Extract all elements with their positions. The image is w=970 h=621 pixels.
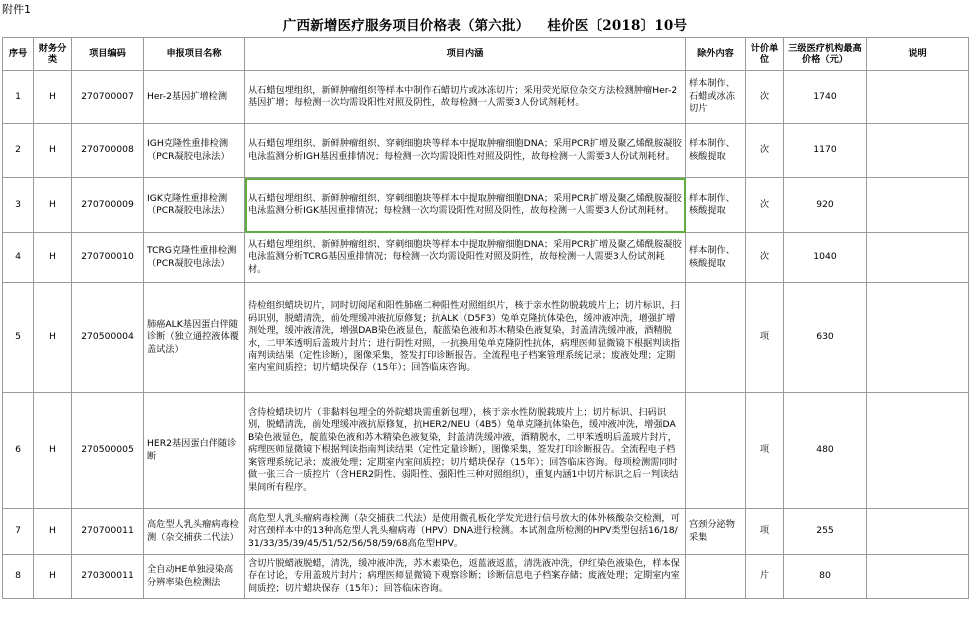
cell-name[interactable]: Her-2基因扩增检测 bbox=[144, 71, 245, 124]
header-exclude[interactable]: 除外内容 bbox=[686, 38, 746, 71]
cell-note[interactable] bbox=[867, 233, 969, 283]
cell-unit[interactable]: 项 bbox=[746, 393, 784, 509]
cell-seq[interactable]: 3 bbox=[3, 178, 34, 233]
cell-price[interactable]: 480 bbox=[784, 393, 867, 509]
cell-code[interactable]: 270500004 bbox=[72, 283, 144, 393]
cell-unit[interactable]: 次 bbox=[746, 178, 784, 233]
cell-code[interactable]: 270300011 bbox=[72, 555, 144, 599]
cell-note[interactable] bbox=[867, 124, 969, 178]
cell-exclude[interactable]: 宫颈分泌物采集 bbox=[686, 509, 746, 555]
table-row bbox=[3, 283, 969, 393]
cell-name[interactable]: 全自动HE单独浸染高分辨率染色检测法 bbox=[144, 555, 245, 599]
cell-content[interactable]: 从石蜡包埋组织、新鲜肿瘤组织、穿刺细胞块等样本中提取肿瘤细胞DNA；采用PCR扩增及聚乙烯酰胺凝胶电泳监测分析IGH基因重排情况；每检测一次均需设阳性对照及阴性，故每检测一人需要3人份试剂耗材。 bbox=[245, 124, 686, 178]
cell-finance[interactable]: H bbox=[34, 233, 72, 283]
table-row bbox=[3, 178, 969, 233]
cell-seq[interactable]: 8 bbox=[3, 555, 34, 599]
cell-seq[interactable]: 2 bbox=[3, 124, 34, 178]
table-row bbox=[3, 393, 969, 509]
cell-name[interactable]: 肺癌ALK基因蛋白伴随诊断（独立通控液体覆盖试法） bbox=[144, 283, 245, 393]
cell-note[interactable] bbox=[867, 283, 969, 393]
cell-exclude[interactable]: 样本制作、核酸提取 bbox=[686, 124, 746, 178]
table-row bbox=[3, 233, 969, 283]
header-price[interactable]: 三级医疗机构最高价格（元） bbox=[784, 38, 867, 71]
cell-seq[interactable]: 6 bbox=[3, 393, 34, 509]
price-table bbox=[2, 37, 969, 599]
cell-note[interactable] bbox=[867, 393, 969, 509]
cell-price[interactable]: 920 bbox=[784, 178, 867, 233]
cell-price[interactable]: 1040 bbox=[784, 233, 867, 283]
cell-name[interactable]: HER2基因蛋白伴随诊断 bbox=[144, 393, 245, 509]
cell-price[interactable]: 80 bbox=[784, 555, 867, 599]
cell-price[interactable]: 1740 bbox=[784, 71, 867, 124]
doc-number: 桂价医〔2018〕10号 bbox=[547, 18, 688, 34]
table-row bbox=[3, 71, 969, 124]
cell-seq[interactable]: 7 bbox=[3, 509, 34, 555]
cell-name[interactable]: TCRG克隆性重排检测（PCR凝胶电泳法） bbox=[144, 233, 245, 283]
cell-content[interactable]: 从石蜡包埋组织、新鲜肿瘤组织、穿刺细胞块等样本中提取肿瘤细胞DNA；采用PCR扩增及聚乙烯酰胺凝胶电泳监测分析IGK基因重排情况；每检测一次均需设阳性对照及阴性，故每检测一人需要3人份试剂耗材。 bbox=[245, 178, 686, 233]
header-unit[interactable]: 计价单位 bbox=[746, 38, 784, 71]
cell-name[interactable]: 高危型人乳头瘤病毒检测（杂交捕获二代法） bbox=[144, 509, 245, 555]
cell-finance[interactable]: H bbox=[34, 555, 72, 599]
cell-exclude[interactable]: 样本制作、石蜡或冰冻切片 bbox=[686, 71, 746, 124]
cell-content[interactable]: 含切片脱蜡液脱蜡，清洗，缓冲液冲洗，苏木素染色，返蓝液返蓝，清洗液冲洗，伊红染色液染色，样本保存在讨论，专用盖玻片封片；病理医师显微镜下观察诊断；诊断信息电子档案存储；废液处理；定期室内室间质控；切片蜡块保存（15年）；回答临床咨询。 bbox=[245, 555, 686, 599]
cell-note[interactable] bbox=[867, 71, 969, 124]
cell-finance[interactable]: H bbox=[34, 71, 72, 124]
table-row bbox=[3, 555, 969, 599]
header-content[interactable]: 项目内涵 bbox=[245, 38, 686, 71]
cell-code[interactable]: 270700009 bbox=[72, 178, 144, 233]
cell-price[interactable]: 630 bbox=[784, 283, 867, 393]
table-row bbox=[3, 509, 969, 555]
cell-finance[interactable]: H bbox=[34, 178, 72, 233]
cell-content[interactable]: 高危型人乳头瘤病毒检测（杂交捕获二代法）是使用微孔板化学发光进行信号放大的体外核酸杂交检测，可对宫颈样本中的13种高危型人乳头瘤病毒（HPV）DNA进行检测。本试剂盒所检测的HPV类型包括16/18/31/33/35/39/45/51/52/56/58/59/68高危型HPV。 bbox=[245, 509, 686, 555]
cell-content[interactable]: 待检组织蜡块切片，同时切阅尾和阳性肺癌二种阳性对照组织片，核于亲水性防脱载玻片上；切片标识、扫码识别，脱蜡清洗，前处理缓冲液抗原修复；抗ALK（D5F3）兔单克隆抗体染色，缓冲液冲洗，增强扩增剂处理，缓冲液清洗，增强DAB染色液显色，靛蓝染色液和苏木精染色液复染，封盖清洗缓冲液，酒精脱水，二甲苯透明后盖玻片封片；进行阴性对照，一抗换用兔单克隆阴性抗体，病理医师显微镜下根据判读指南判读结果（定性诊断），图像采集，签发打印诊断报告。全流程电子档案管理系统记录；废液处理；定期室内室间质控；切片蜡块保存（15年）；回答临床咨询。 bbox=[245, 283, 686, 393]
cell-exclude[interactable]: 样本制作、核酸提取 bbox=[686, 178, 746, 233]
header-code[interactable]: 项目编码 bbox=[72, 38, 144, 71]
header-finance[interactable]: 财务分类 bbox=[34, 38, 72, 71]
watermark: 价 bbox=[435, 297, 473, 338]
cell-seq[interactable]: 4 bbox=[3, 233, 34, 283]
attachment-label: 附件1 bbox=[2, 3, 31, 16]
cell-unit[interactable]: 次 bbox=[746, 71, 784, 124]
cell-note[interactable] bbox=[867, 509, 969, 555]
cell-unit[interactable]: 项 bbox=[746, 509, 784, 555]
cell-note[interactable] bbox=[867, 555, 969, 599]
cell-code[interactable]: 270700011 bbox=[72, 509, 144, 555]
cell-content[interactable]: 从石蜡包埋组织，新鲜肿瘤组织等样本中制作石蜡切片或冰冻切片；采用荧光原位杂交方法检测肿瘤Her-2基因扩增；每检测一次均需设阳性对照及阴性，故每检测一人需要3人份试剂耗材。 bbox=[245, 71, 686, 124]
cell-name[interactable]: IGH克隆性重排检测（PCR凝胶电泳法） bbox=[144, 124, 245, 178]
cell-exclude[interactable] bbox=[686, 283, 746, 393]
header-seq[interactable]: 序号 bbox=[3, 38, 34, 71]
page-title bbox=[0, 14, 970, 34]
cell-seq[interactable]: 1 bbox=[3, 71, 34, 124]
cell-unit[interactable]: 次 bbox=[746, 124, 784, 178]
cell-price[interactable]: 1170 bbox=[784, 124, 867, 178]
cell-unit[interactable]: 片 bbox=[746, 555, 784, 599]
cell-price[interactable]: 255 bbox=[784, 509, 867, 555]
cell-unit[interactable]: 次 bbox=[746, 233, 784, 283]
header-row bbox=[3, 38, 969, 71]
cell-finance[interactable]: H bbox=[34, 509, 72, 555]
cell-finance[interactable]: H bbox=[34, 124, 72, 178]
cell-exclude[interactable]: 样本制作、核酸提取 bbox=[686, 233, 746, 283]
header-name[interactable]: 申报项目名称 bbox=[144, 38, 245, 71]
cell-exclude[interactable] bbox=[686, 555, 746, 599]
cell-note[interactable] bbox=[867, 178, 969, 233]
cell-code[interactable]: 270700007 bbox=[72, 71, 144, 124]
cell-exclude[interactable] bbox=[686, 393, 746, 509]
cell-code[interactable]: 270700010 bbox=[72, 233, 144, 283]
cell-unit[interactable]: 项 bbox=[746, 283, 784, 393]
table-row bbox=[3, 124, 969, 178]
cell-code[interactable]: 270500005 bbox=[72, 393, 144, 509]
cell-finance[interactable]: H bbox=[34, 393, 72, 509]
header-note[interactable]: 说明 bbox=[867, 38, 969, 71]
title-text: 广西新增医疗服务项目价格表（第六批） bbox=[282, 18, 530, 34]
cell-code[interactable]: 270700008 bbox=[72, 124, 144, 178]
cell-content[interactable]: 含待检蜡块切片（非黏料包埋全的外院蜡块需重新包埋），核于亲水性防脱载玻片上；切片标识、扫码识别，脱蜡清洗，前处理缓冲液抗原修复，抗HER2/NEU（4B5）兔单克隆抗体染色，缓冲液冲洗，增强DAB染色液显色，靛蓝染色液和苏木精染色液复染，封盖清洗缓冲液，酒精脱水，二甲苯透明后盖玻片封片，病理医师显微镜下根据判读指南判读结果（定性定量诊断），图像采集，签发打印诊断报告。全流程电子档案管理系统记录；废液处理；定期室内室间质控；切片蜡块保存（15年）；回答临床咨询。每项检测需同时做一张三合一质控片（含HER2阴性、弱阳性、强阳性三种对照组织），重复内涵1中切片标识之后一判读结果间所有程序。 bbox=[245, 393, 686, 509]
cell-content[interactable]: 从石蜡包埋组织、新鲜肿瘤组织、穿刺细胞块等样本中提取肿瘤细胞DNA；采用PCR扩增及聚乙烯酰胺凝胶电泳监测分析TCRG基因重排情况；每检测一次均需设阳性对照及阴性，故每检测一人需要3人份试剂耗材。 bbox=[245, 233, 686, 283]
cell-name[interactable]: IGK克隆性重排检测（PCR凝胶电泳法） bbox=[144, 178, 245, 233]
table-body bbox=[3, 71, 969, 599]
cell-seq[interactable]: 5 bbox=[3, 283, 34, 393]
cell-finance[interactable]: H bbox=[34, 283, 72, 393]
